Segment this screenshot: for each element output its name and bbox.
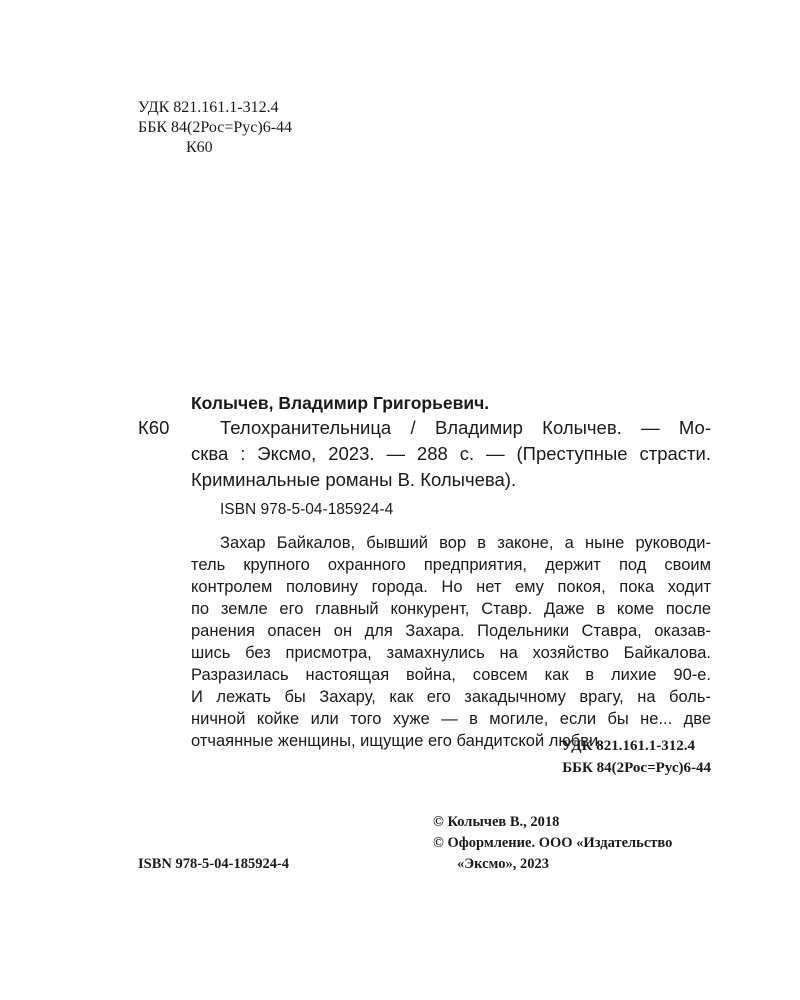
annotation-line-6: шись без присмотра, замахнулись на хозяйство Байкалова.	[191, 644, 711, 662]
copyright-line-1: © Колычев В., 2018	[433, 814, 560, 830]
annotation-line-7: Разразилась настоящая война, совсем как в лихие 90-е.	[191, 666, 711, 684]
author-sign-top: К60	[186, 139, 213, 156]
annotation-line-4: по земле его главный конкурент, Ставр. Даже в коме после	[191, 600, 711, 618]
author-heading: Колычев, Владимир Григорьевич.	[191, 393, 490, 413]
isbn-record: ISBN 978-5-04-185924-4	[220, 501, 394, 518]
annotation-line-2: тель крупного охранного предприятия, держит под своим	[191, 556, 711, 574]
description-line-3: Криминальные романы В. Колычева).	[191, 469, 517, 490]
copyright-line-2: © Оформление. ООО «Издательство	[433, 835, 673, 851]
description-line-1: Телохранительница / Владимир Колычев. — Мо-	[220, 417, 711, 438]
bbk-code-bottom: ББК 84(2Рос=Рус)6-44	[562, 760, 711, 776]
annotation-line-10: отчаянные женщины, ищущие его бандитской любви.	[191, 732, 603, 750]
udk-code-top: УДК 821.161.1-312.4	[138, 99, 279, 116]
annotation-line-3: контролем половину города. Но нет ему покоя, пока ходит	[191, 578, 711, 596]
annotation-line-5: ранения опасен он для Захара. Подельники Ставра, оказав-	[191, 622, 711, 640]
author-sign: К60	[138, 417, 170, 438]
annotation-line-1: Захар Байкалов, бывший вор в законе, а ныне руководи-	[220, 534, 711, 552]
annotation-line-8: И лежать бы Захару, как его закадычному врагу, на боль-	[191, 688, 711, 706]
description-line-2: сква : Эксмо, 2023. — 288 с. — (Преступные страсти.	[191, 443, 711, 464]
isbn-footer: ISBN 978-5-04-185924-4	[138, 856, 290, 872]
copyright-line-3: «Эксмо», 2023	[457, 856, 549, 872]
udk-code-bottom: УДК 821.161.1-312.4	[561, 738, 695, 754]
bbk-code-top: ББК 84(2Рос=Рус)6-44	[138, 119, 293, 136]
annotation-line-9: ничной койке или того хуже — в могиле, если бы не... две	[191, 710, 711, 728]
